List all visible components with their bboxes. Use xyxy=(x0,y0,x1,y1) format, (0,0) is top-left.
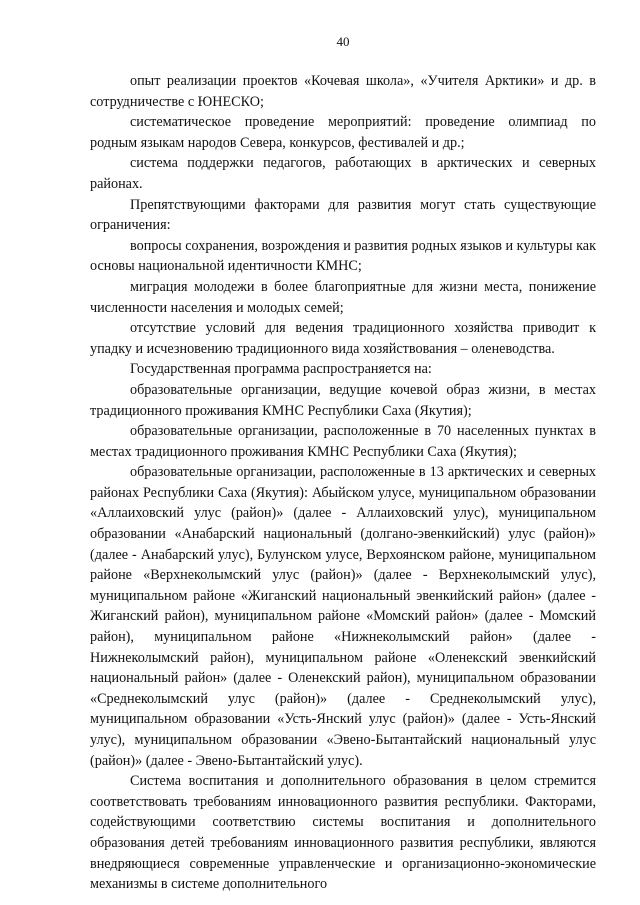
body-text xyxy=(90,71,596,895)
paragraph: вопросы сохранения, возрождения и развития родных языков и культуры как основы национальной идентичности КМНС; xyxy=(90,237,596,275)
paragraph: отсутствие условий для ведения традиционного хозяйства приводит к упадку и исчезновению традиционного вида хозяйствования – оленеводства. xyxy=(90,320,596,357)
paragraph: систематическое проведение мероприятий: проведение олимпиад по родным языкам народов Севера, конкурсов, фестивалей и др.; xyxy=(90,114,596,151)
paragraph: система поддержки педагогов, работающих в арктических и северных районах. xyxy=(90,155,596,192)
paragraph: миграция молодежи в более благоприятные для жизни места, понижение численности населения и молодых семей; xyxy=(90,278,596,316)
paragraph: образовательные организации, расположенные в 70 населенных пунктах в местах традиционного проживания КМНС Республики Саха (Якутия); xyxy=(90,423,596,460)
paragraph: Препятствующими факторами для развития могут стать существующие ограничения: xyxy=(90,196,596,234)
paragraph: Государственная программа распространяется на: xyxy=(130,361,432,378)
paragraph: образовательные организации, расположенные в 13 арктических и северных районах Республики Саха (Якутия): Абыйском улусе, муниципальном образовании «Аллаиховский улус (район)» (далее - Аллаиховский улус), муниципальном образовании «Анабарский национальный (долгано-эвенкийский) улус (район)» (далее - Анабарский улус), Булунском улусе, Верхоянском районе, муниципальном районе «Верхнеколымский улус (район)» (далее - Верхнеколымский улус), муниципальном районе «Жиганский национальный эвенкийский район» (далее - Жиганский район), муниципальном районе «Момский район» (далее - Момский район), муниципальном районе «Нижнеколымский район» (далее - Нижнеколымский район), муниципальном районе «Оленекский эвенкийский национальный район» (далее - Оленекский район), муниципальном образовании «Среднеколымский улус (район)» (далее - Среднеколымский улус), муниципальном образовании «Усть-Янский улус (район)» (далее - Усть-Янский улус), муниципальном образовании «Эвено-Бытантайский национальный улус (район)» (далее - Эвено-Бытантайский улус). xyxy=(90,464,596,769)
paragraph: образовательные организации, ведущие кочевой образ жизни, в местах традиционного проживания КМНС Республики Саха (Якутия); xyxy=(90,381,596,419)
paragraph: Система воспитания и дополнительного образования в целом стремится соответствовать требованиям инновационного развития республики. Факторами, содействующими соответствию системы воспитания и дополнительного образования детей требованиям инновационного развития республики, являются внедряющиеся современные управленческие и организационно-экономические механизмы в системе дополнительного xyxy=(90,773,596,893)
paragraph: опыт реализации проектов «Кочевая школа», «Учителя Арктики» и др. в сотрудничестве с ЮНЕСКО; xyxy=(90,73,596,110)
page-number: 40 xyxy=(336,34,350,49)
